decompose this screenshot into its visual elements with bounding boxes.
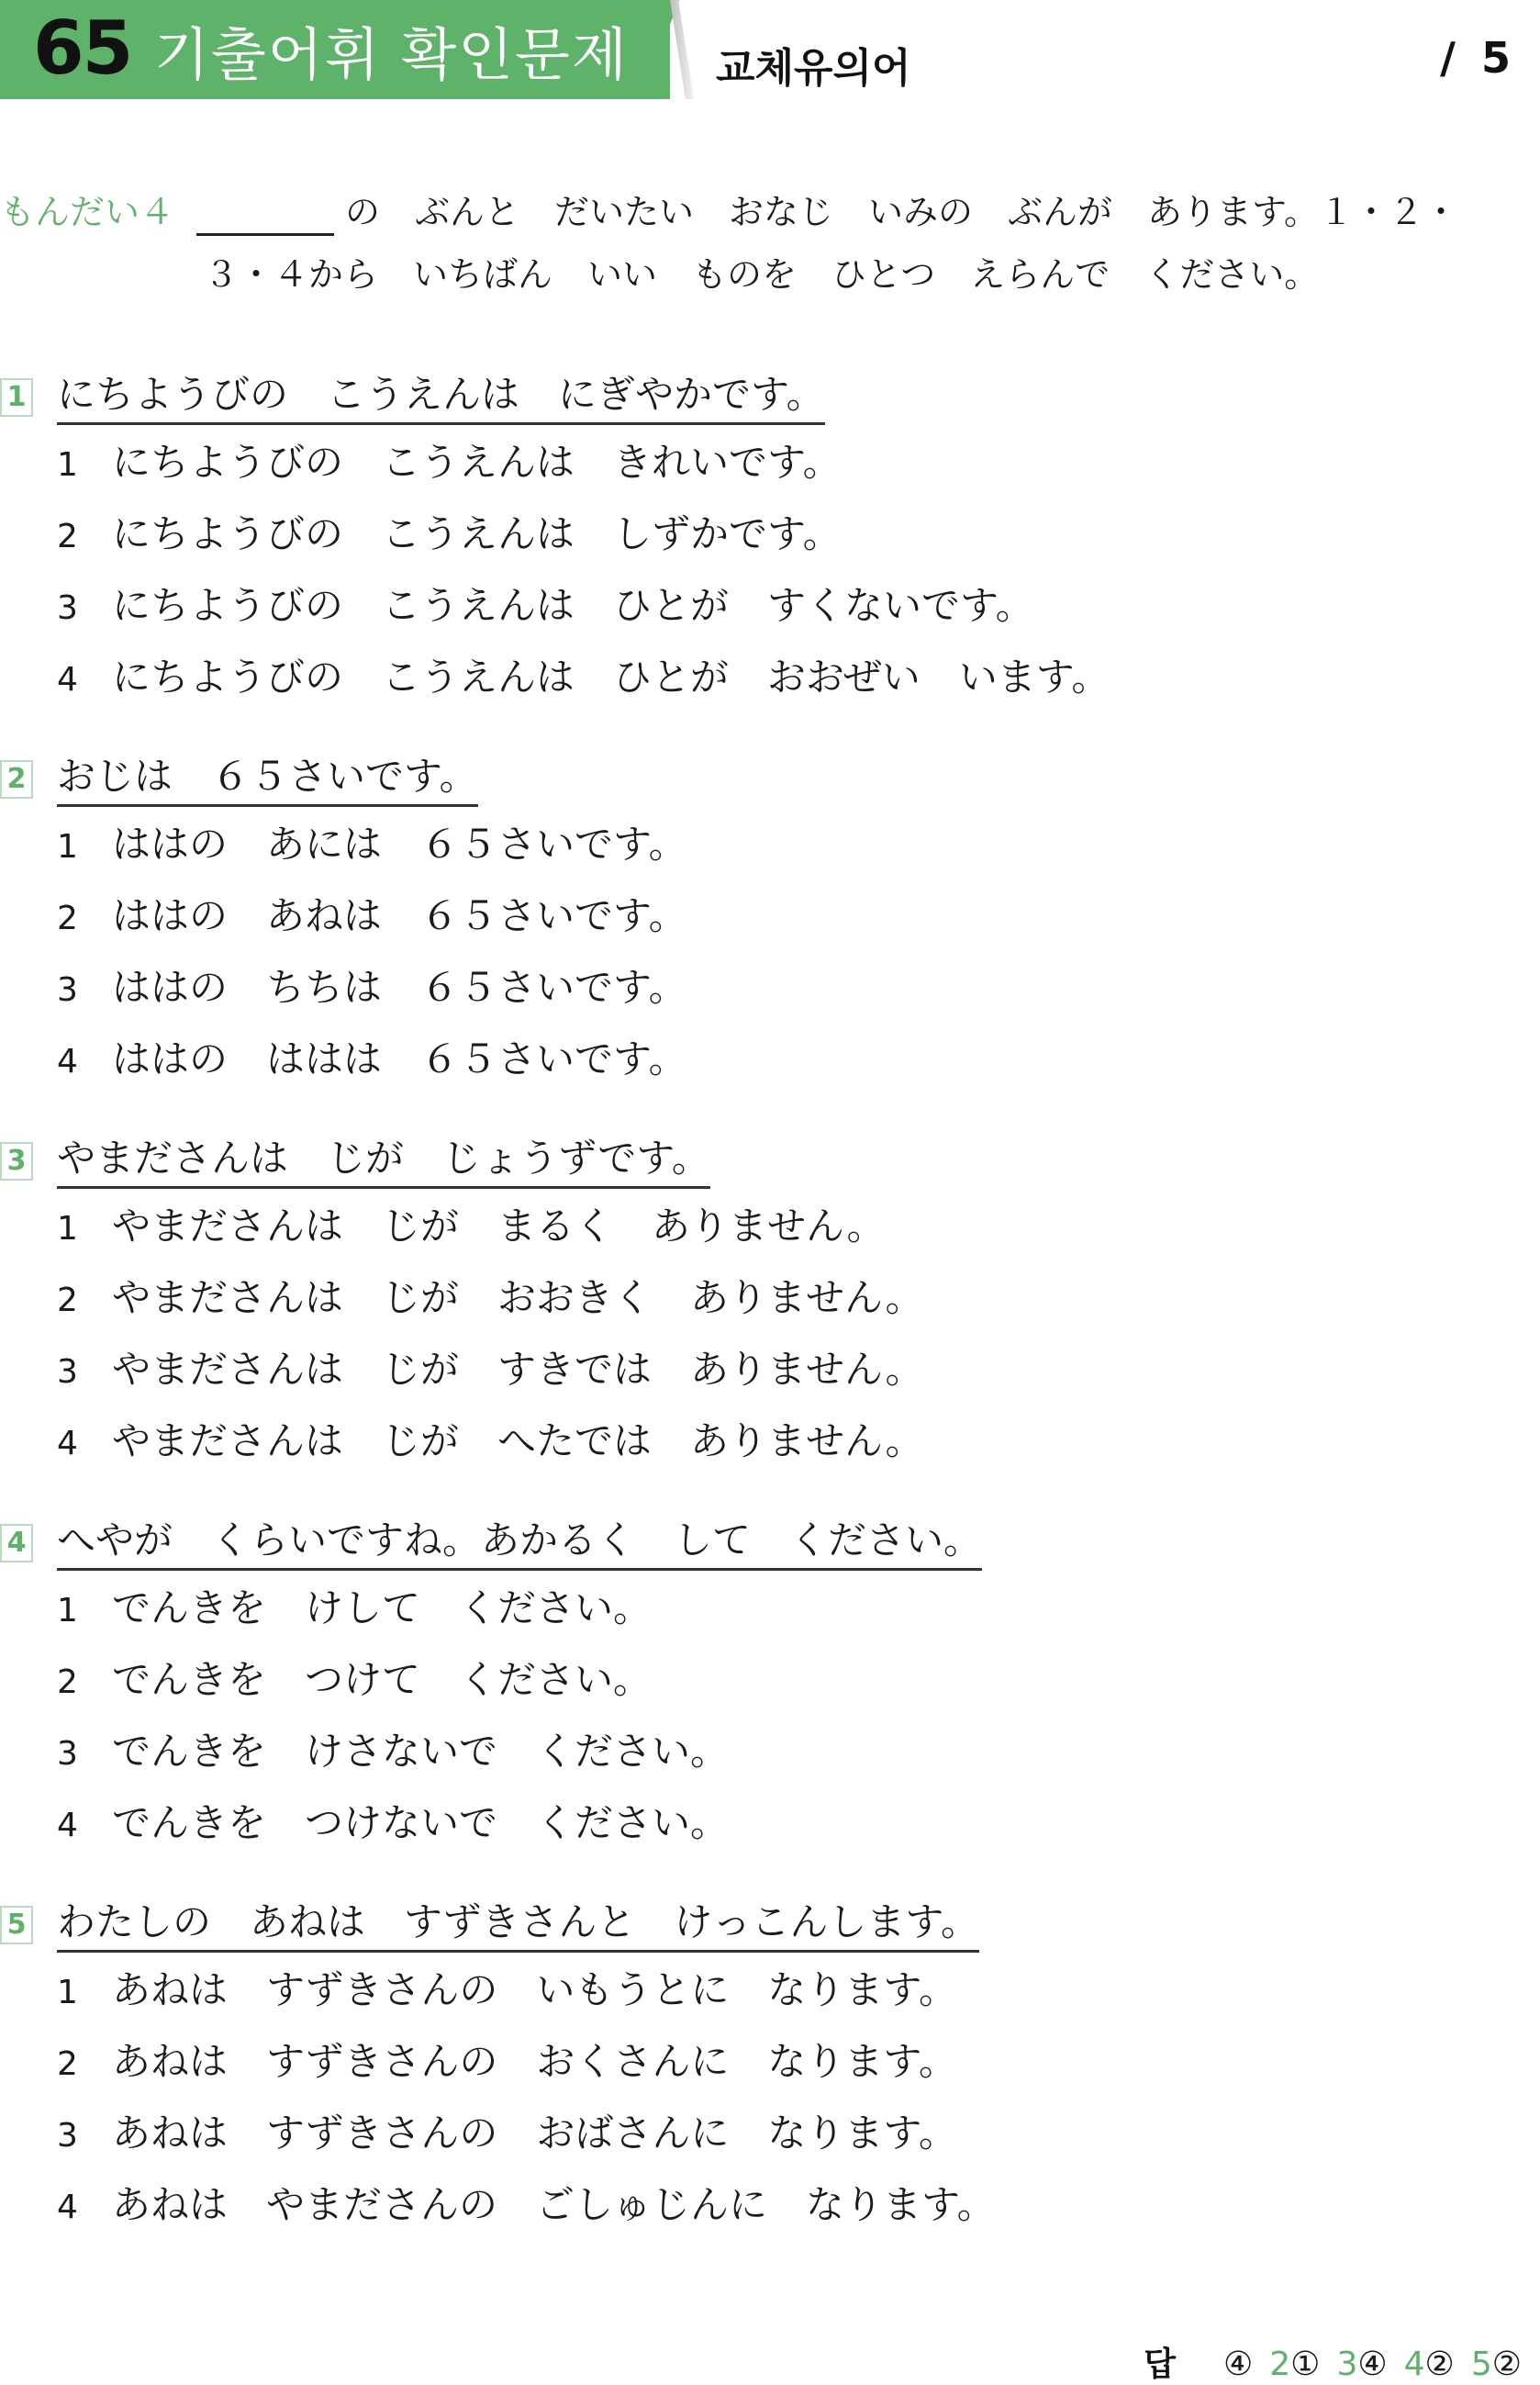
answer-option[interactable]	[57, 892, 687, 943]
question-number: 5	[0, 1906, 33, 1944]
answer-option[interactable]	[57, 2110, 957, 2160]
question-number: 3	[0, 1142, 33, 1181]
answer-option[interactable]	[57, 964, 687, 1014]
option-text: にちようびの こうえんは ひとが すくないです。	[112, 583, 1034, 628]
option-number: 3	[57, 1735, 78, 1773]
answer-mark: ②	[1424, 2346, 1455, 2383]
answer-question-number: 4	[1403, 2346, 1425, 2383]
answer-option[interactable]	[57, 1656, 652, 1707]
answer-question-number: 3	[1336, 2346, 1358, 2383]
option-text: ははの ちちは ６５さいです。	[112, 965, 687, 1010]
score-total: / 5	[1440, 33, 1516, 83]
option-text: にちようびの こうえんは きれいです。	[112, 440, 842, 485]
answer-mark: ④	[1357, 2346, 1388, 2383]
question-number: 2	[0, 760, 33, 799]
answer-item	[1269, 2346, 1320, 2383]
option-text: やまださんは じが おおきく ありません。	[112, 1275, 924, 1320]
answer-mark: ②	[1491, 2346, 1522, 2383]
section-title: 교체유의어	[716, 45, 911, 92]
option-number: 3	[57, 589, 78, 627]
option-number: 4	[57, 2189, 78, 2226]
option-text: あねは すずきさんの いもうとに なります。	[112, 1967, 958, 2012]
question-text: やまださんは じが じょうずです。	[57, 1135, 710, 1189]
option-number: 3	[57, 971, 78, 1009]
option-text: にちようびの こうえんは ひとが おおぜい います。	[112, 655, 1110, 700]
question-text: へやが くらいですね。あかるく して ください。	[57, 1517, 982, 1571]
option-number: 2	[57, 900, 78, 937]
answer-option[interactable]	[57, 1584, 652, 1635]
option-text: にちようびの こうえんは しずかです。	[112, 511, 842, 556]
option-number: 1	[57, 446, 78, 484]
answer-option[interactable]	[57, 821, 687, 871]
option-text: でんきを けして ください。	[112, 1585, 653, 1630]
option-number: 3	[57, 1353, 78, 1391]
answer-option[interactable]	[57, 510, 842, 561]
answer-item	[1336, 2346, 1387, 2383]
question-text: おじは ６５さいです。	[57, 753, 478, 807]
instruction-line-1: の ぶんと だいたい おなじ いみの ぶんが あります。１・２・	[345, 192, 1458, 232]
answer-item	[1404, 2346, 1455, 2383]
lesson-title: 기출어휘 확인문제	[154, 21, 629, 88]
answer-option[interactable]	[57, 1203, 886, 1253]
answer-option[interactable]	[57, 1966, 957, 2017]
answer-key	[1122, 2301, 1522, 2385]
answer-mark: ①	[1290, 2346, 1321, 2383]
answer-items	[1207, 2346, 1522, 2383]
option-text: でんきを けさないで ください。	[112, 1729, 730, 1774]
option-text: ははの あねは ６５さいです。	[112, 893, 687, 938]
instruction-line-2: ３・４から いちばん いい ものを ひとつ えらんで ください。	[204, 254, 1320, 295]
option-text: ははの ははは ６５さいです。	[112, 1036, 687, 1081]
answer-option[interactable]	[57, 654, 1110, 704]
option-number: 4	[57, 661, 78, 699]
answer-mark: ④	[1222, 2346, 1254, 2383]
option-number: 1	[57, 1210, 78, 1248]
option-number: 3	[57, 2117, 78, 2155]
option-number: 4	[57, 1043, 78, 1081]
answer-option[interactable]	[57, 1346, 924, 1396]
option-number: 1	[57, 1592, 78, 1629]
answer-option[interactable]	[57, 1036, 687, 1086]
answer-item	[1223, 2346, 1253, 2383]
lesson-number: 65	[33, 6, 132, 91]
answer-question-number: 2	[1269, 2346, 1291, 2383]
option-text: あねは すずきさんの おくさんに なります。	[112, 2039, 958, 2084]
option-text: あねは すずきさんの おばさんに なります。	[112, 2111, 958, 2155]
option-text: でんきを つけて ください。	[112, 1657, 653, 1702]
answer-option[interactable]	[57, 1274, 924, 1325]
question-text: にちようびの こうえんは にぎやかです。	[57, 371, 825, 425]
option-number: 1	[57, 828, 78, 866]
option-text: ははの あには ６５さいです。	[112, 822, 687, 867]
answer-option[interactable]	[57, 1417, 924, 1468]
option-number: 2	[57, 1282, 78, 1319]
answer-option[interactable]	[57, 2181, 996, 2232]
answer-option[interactable]	[57, 1728, 729, 1778]
option-number: 2	[57, 2045, 78, 2083]
option-text: あねは やまださんの ごしゅじんに なります。	[112, 2182, 996, 2227]
answer-option[interactable]	[57, 1799, 729, 1850]
option-number: 2	[57, 518, 78, 555]
question-number: 4	[0, 1524, 33, 1562]
option-number: 1	[57, 1974, 78, 2011]
option-text: でんきを つけないで ください。	[112, 1800, 730, 1845]
answer-question-number: 5	[1470, 2346, 1492, 2383]
page-header	[0, 0, 1540, 101]
option-number: 4	[57, 1425, 78, 1462]
option-number: 4	[57, 1807, 78, 1844]
answer-option[interactable]	[57, 439, 842, 489]
instruction-blank-line	[196, 233, 334, 236]
instruction-label: もんだい４	[0, 192, 175, 232]
answer-item	[1471, 2346, 1522, 2383]
answer-option[interactable]	[57, 2038, 957, 2088]
question-number: 1	[0, 378, 33, 417]
answer-label: 답	[1144, 2346, 1176, 2383]
option-text: やまださんは じが へたでは ありません。	[112, 1418, 924, 1463]
option-text: やまださんは じが まるく ありません。	[112, 1204, 886, 1248]
question-text: わたしの あねは すずきさんと けっこんします。	[57, 1898, 979, 1953]
option-text: やまださんは じが すきでは ありません。	[112, 1347, 924, 1392]
answer-option[interactable]	[57, 582, 1034, 633]
option-number: 2	[57, 1663, 78, 1701]
